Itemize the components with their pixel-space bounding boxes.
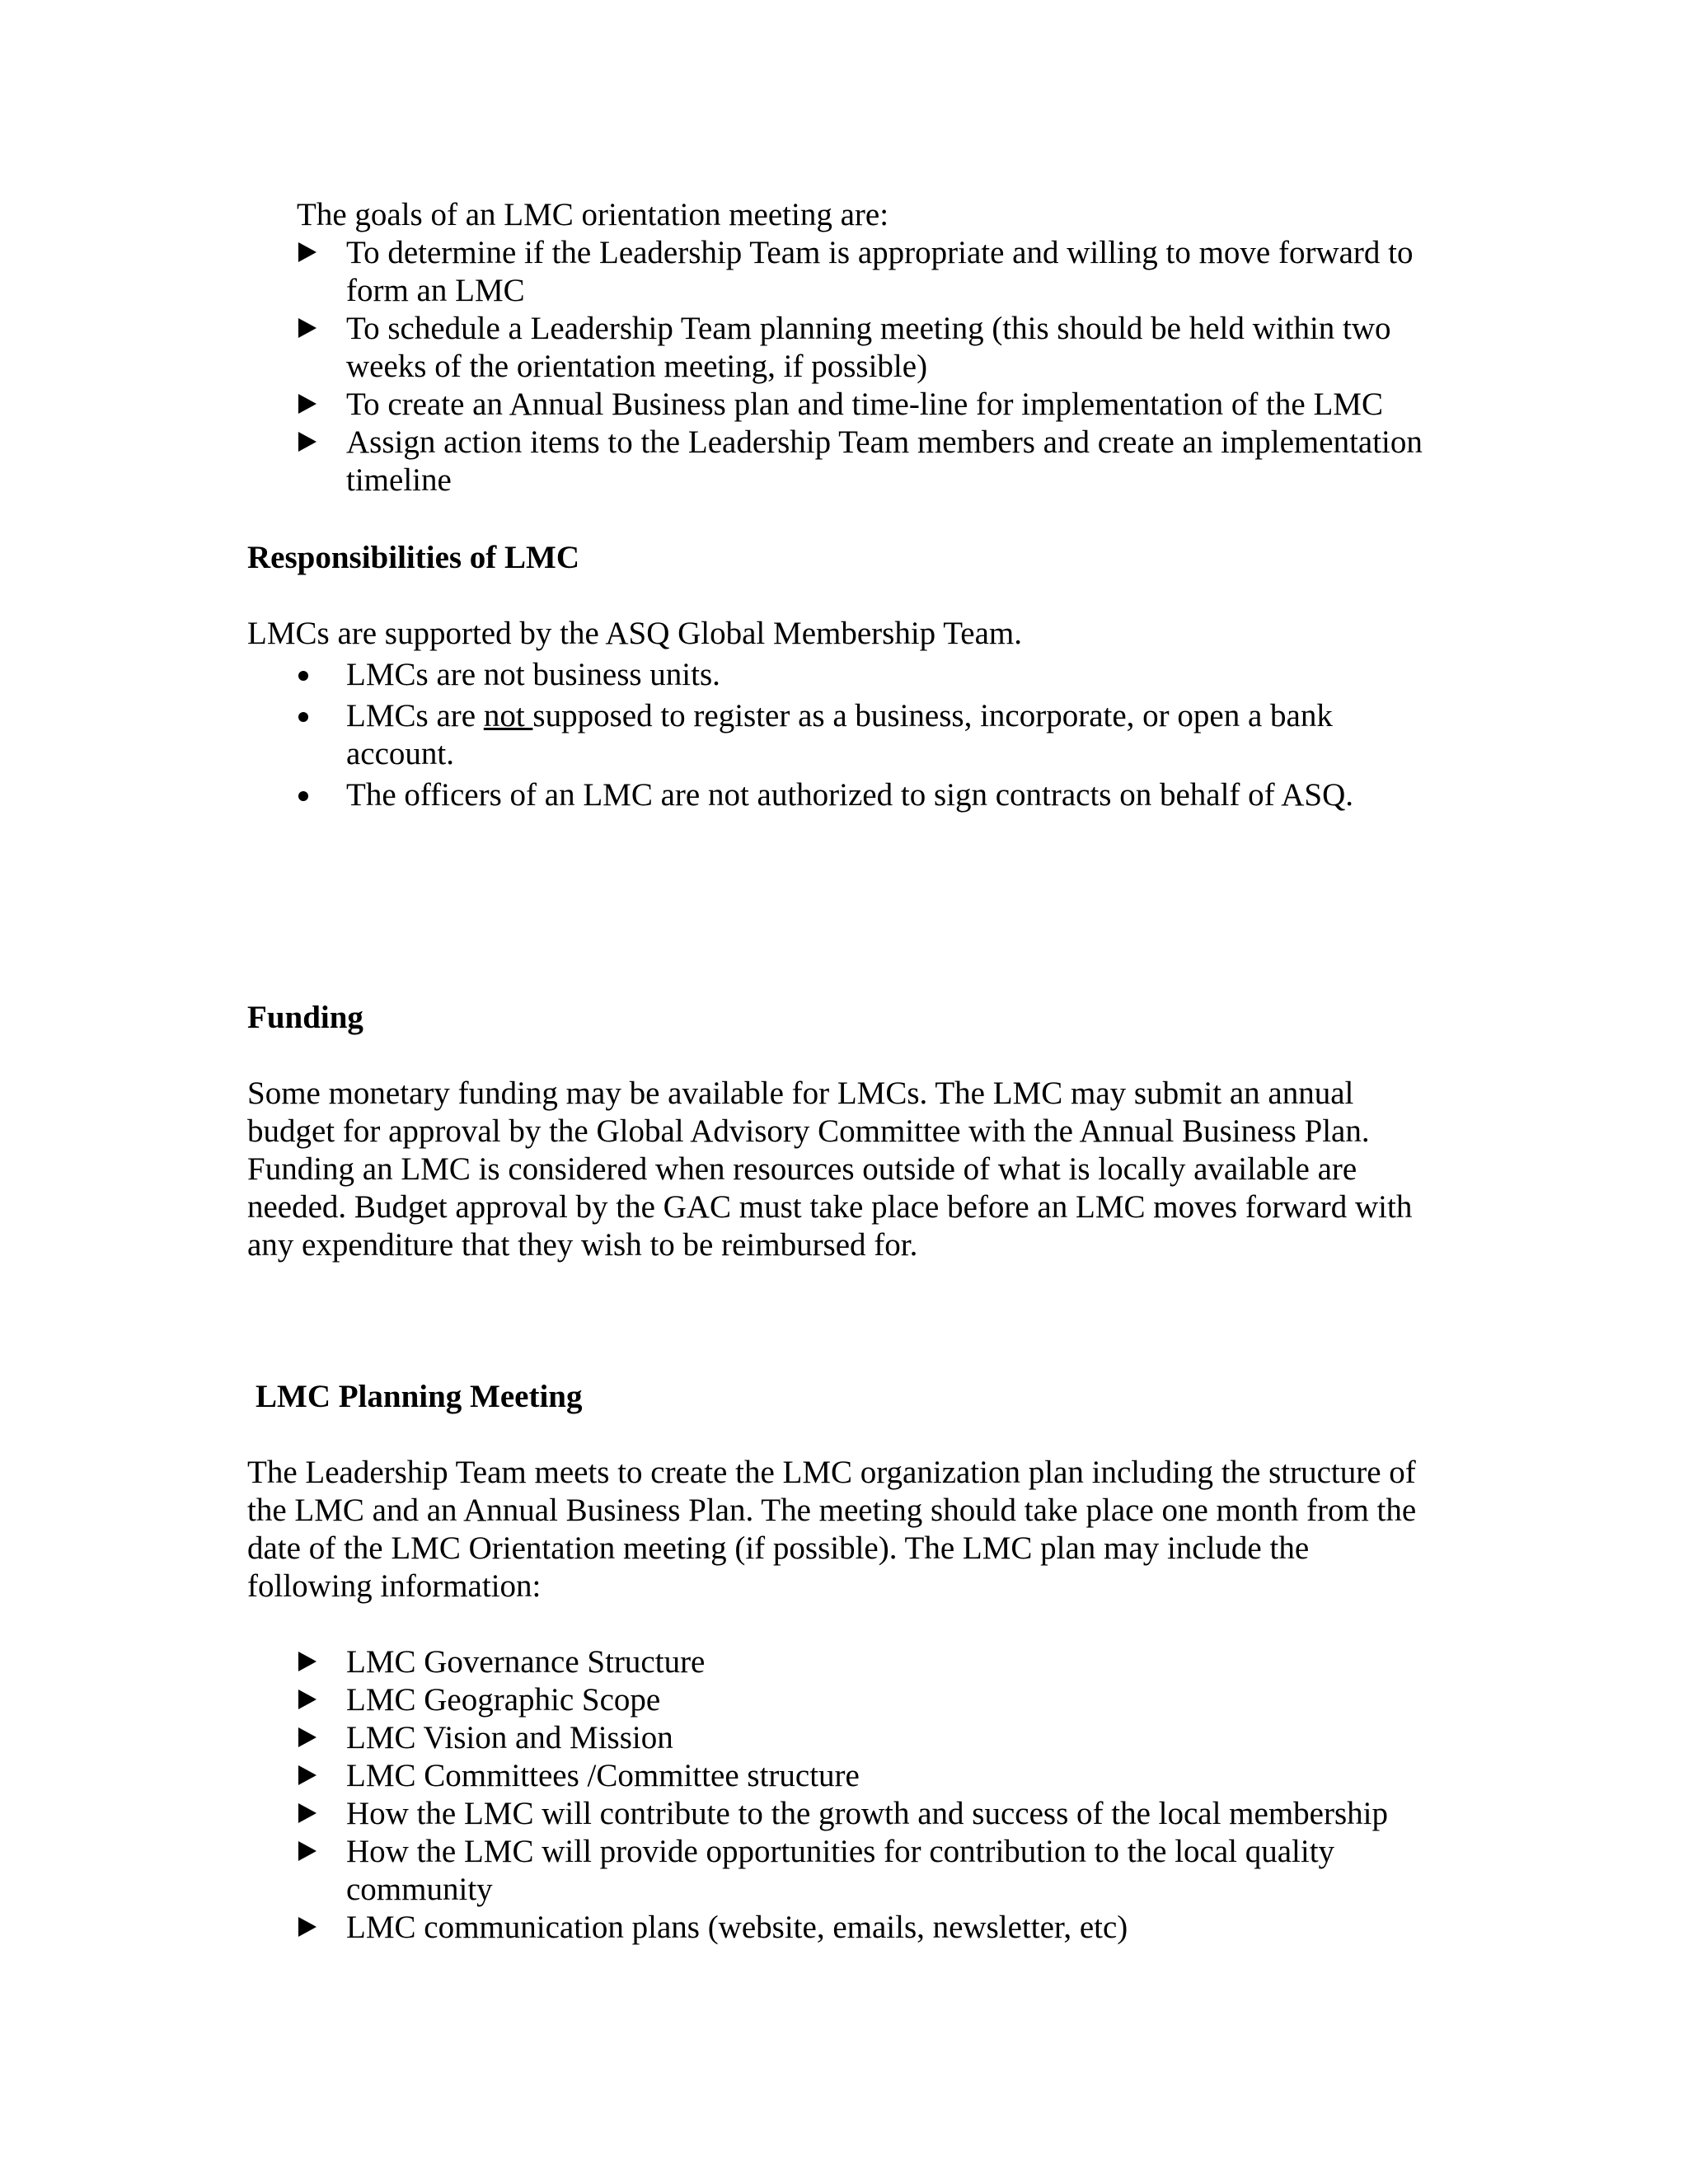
list-item: LMCs are not business units. [247,656,1434,694]
funding-heading: Funding [247,1000,363,1035]
list-item: To create an Annual Business plan and time-line for implementation of the LMC [247,386,1467,424]
arrow-bullet-icon [298,432,316,452]
list-item: To determine if the Leadership Team is appropriate and willing to move forward to form an LMC [247,234,1467,310]
list-item: LMC Vision and Mission [247,1719,1467,1757]
planning-heading: LMC Planning Meeting [256,1379,583,1414]
arrow-bullet-icon [298,1727,316,1747]
arrow-bullet-icon [298,1765,316,1785]
responsibilities-heading: Responsibilities of LMC [247,540,580,575]
arrow-bullet-icon [298,1652,316,1671]
funding-body: Some monetary funding may be available for LMCs. The LMC may submit an annual budget for approval by the Global Advisory Committee with the Annual Business Plan. Funding an LMC is considered when resources outside of what is locally available are needed. Budget approval by the GAC must take place before an LMC moves forward with any expenditure that they wish to be reimbursed for. [247,1076,1413,1263]
list-item: How the LMC will contribute to the growth and success of the local membership [247,1795,1467,1833]
list-item: LMC Geographic Scope [247,1681,1467,1719]
bullet-dot-icon [298,712,308,722]
list-item: How the LMC will provide opportunities for contribution to the local quality community [247,1833,1467,1909]
list-item: LMC Committees /Committee structure [247,1757,1467,1795]
orientation-goals-list [247,234,1467,499]
arrow-bullet-icon [298,1917,316,1937]
arrow-bullet-icon [298,1690,316,1709]
emphasis-not: not [483,698,533,733]
planning-items-list [247,1643,1467,1947]
responsibilities-intro: LMCs are supported by the ASQ Global Membership Team. [247,616,1022,651]
planning-body: The Leadership Team meets to create the LMC organization plan including the structure of the LMC and an Annual Business Plan. The meeting should take place one month from the date of the LMC Orientation meeting (if possible). The LMC plan may include the following information: [247,1455,1417,1604]
arrow-bullet-icon [298,1803,316,1823]
responsibilities-list [247,656,1434,814]
arrow-bullet-icon [298,242,316,262]
bullet-dot-icon [298,791,308,801]
list-item: The officers of an LMC are not authorized to sign contracts on behalf of ASQ. [247,776,1434,814]
bullet-dot-icon [298,671,308,681]
list-item: LMCs are not supposed to register as a business, incorporate, or open a bank account. [247,697,1434,773]
arrow-bullet-icon [298,318,316,338]
list-item: LMC Governance Structure [247,1643,1467,1681]
list-item: To schedule a Leadership Team planning meeting (this should be held within two weeks of the orientation meeting, if possible) [247,310,1467,386]
list-item: Assign action items to the Leadership Team members and create an implementation timeline [247,424,1467,499]
arrow-bullet-icon [298,1841,316,1861]
arrow-bullet-icon [298,394,316,414]
list-item: LMC communication plans (website, emails, newsletter, etc) [247,1909,1467,1947]
orientation-intro: The goals of an LMC orientation meeting are: [297,197,889,232]
